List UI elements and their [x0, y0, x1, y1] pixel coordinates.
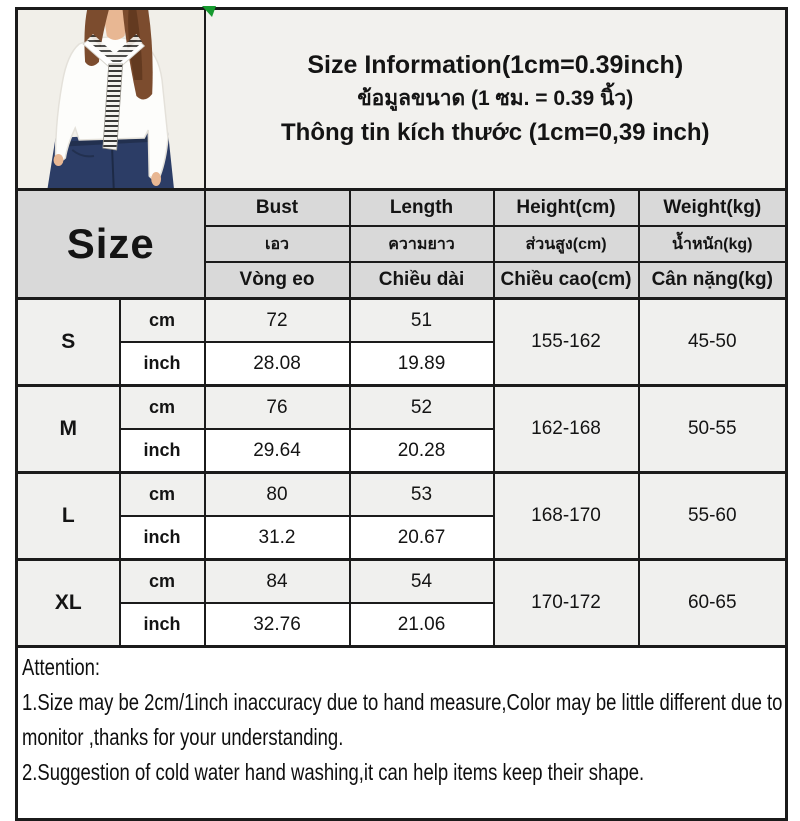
value-bust-inch-l: 31.2: [205, 516, 350, 560]
size-cell-m: M: [17, 386, 120, 473]
header-row-english: [17, 190, 787, 227]
column-header-bust-vi: Vòng eo: [205, 262, 350, 299]
attention-text: [22, 650, 785, 790]
top-row: [17, 9, 787, 190]
table-row-l-cm: [17, 473, 787, 517]
value-weight-s: 45-50: [639, 299, 787, 386]
unit-label-cm: cm: [120, 473, 205, 517]
unit-label-inch: inch: [120, 516, 205, 560]
attention-note: [17, 647, 787, 820]
column-header-weight-en: Weight(kg): [639, 190, 787, 227]
title-thai: ข้อมูลขนาด (1 ซม. = 0.39 นิ้ว): [357, 87, 634, 110]
green-corner-marker-icon: [202, 6, 216, 17]
title-block: [205, 9, 787, 190]
value-height-s: 155-162: [494, 299, 639, 386]
model-photo-illustration: [18, 10, 204, 188]
value-length-cm-s: 51: [350, 299, 494, 343]
value-height-m: 162-168: [494, 386, 639, 473]
size-cell-xl: XL: [17, 560, 120, 647]
value-bust-cm-s: 72: [205, 299, 350, 343]
value-weight-m: 50-55: [639, 386, 787, 473]
attention-row: [17, 647, 787, 820]
column-header-weight-vi: Cân nặng(kg): [639, 262, 787, 299]
size-table: [15, 7, 788, 821]
product-photo: [17, 9, 205, 190]
value-length-inch-l: 20.67: [350, 516, 494, 560]
column-header-length-en: Length: [350, 190, 494, 227]
unit-label-cm: cm: [120, 386, 205, 430]
size-cell-l: L: [17, 473, 120, 560]
unit-label-inch: inch: [120, 342, 205, 386]
value-weight-l: 55-60: [639, 473, 787, 560]
table-row-m-cm: [17, 386, 787, 430]
value-length-cm-l: 53: [350, 473, 494, 517]
unit-label-cm: cm: [120, 299, 205, 343]
attention-note-2: 2.Suggestion of cold water hand washing,it can help items keep their shape.: [22, 759, 645, 785]
value-bust-inch-xl: 32.76: [205, 603, 350, 647]
value-length-cm-xl: 54: [350, 560, 494, 604]
value-height-l: 168-170: [494, 473, 639, 560]
column-header-bust-en: Bust: [205, 190, 350, 227]
value-bust-inch-s: 28.08: [205, 342, 350, 386]
column-header-length-vi: Chiều dài: [350, 262, 494, 299]
value-weight-xl: 60-65: [639, 560, 787, 647]
column-header-weight-th: น้ำหนัก(kg): [639, 226, 787, 262]
attention-heading: Attention:: [22, 654, 101, 680]
value-height-xl: 170-172: [494, 560, 639, 647]
unit-label-inch: inch: [120, 603, 205, 647]
size-cell-s: S: [17, 299, 120, 386]
table-row-s-cm: [17, 299, 787, 343]
column-header-height-vi: Chiều cao(cm): [494, 262, 639, 299]
value-bust-cm-xl: 84: [205, 560, 350, 604]
column-header-length-th: ความยาว: [350, 226, 494, 262]
column-header-bust-th: เอว: [205, 226, 350, 262]
value-length-inch-m: 20.28: [350, 429, 494, 473]
title-vietnamese: Thông tin kích thước (1cm=0,39 inch): [281, 119, 710, 146]
value-bust-cm-l: 80: [205, 473, 350, 517]
size-corner-label: Size: [17, 190, 205, 299]
unit-label-cm: cm: [120, 560, 205, 604]
value-bust-inch-m: 29.64: [205, 429, 350, 473]
unit-label-inch: inch: [120, 429, 205, 473]
value-length-cm-m: 52: [350, 386, 494, 430]
column-header-height-en: Height(cm): [494, 190, 639, 227]
table-row-xl-cm: [17, 560, 787, 604]
value-length-inch-s: 19.89: [350, 342, 494, 386]
column-header-height-th: ส่วนสูง(cm): [494, 226, 639, 262]
attention-note-1: 1.Size may be 2cm/1inch inaccuracy due to hand measure,Color may be little different due to monitor ,thanks for your understanding.: [22, 689, 783, 750]
value-length-inch-xl: 21.06: [350, 603, 494, 647]
title-english: Size Information(1cm=0.39inch): [307, 51, 684, 79]
value-bust-cm-m: 76: [205, 386, 350, 430]
